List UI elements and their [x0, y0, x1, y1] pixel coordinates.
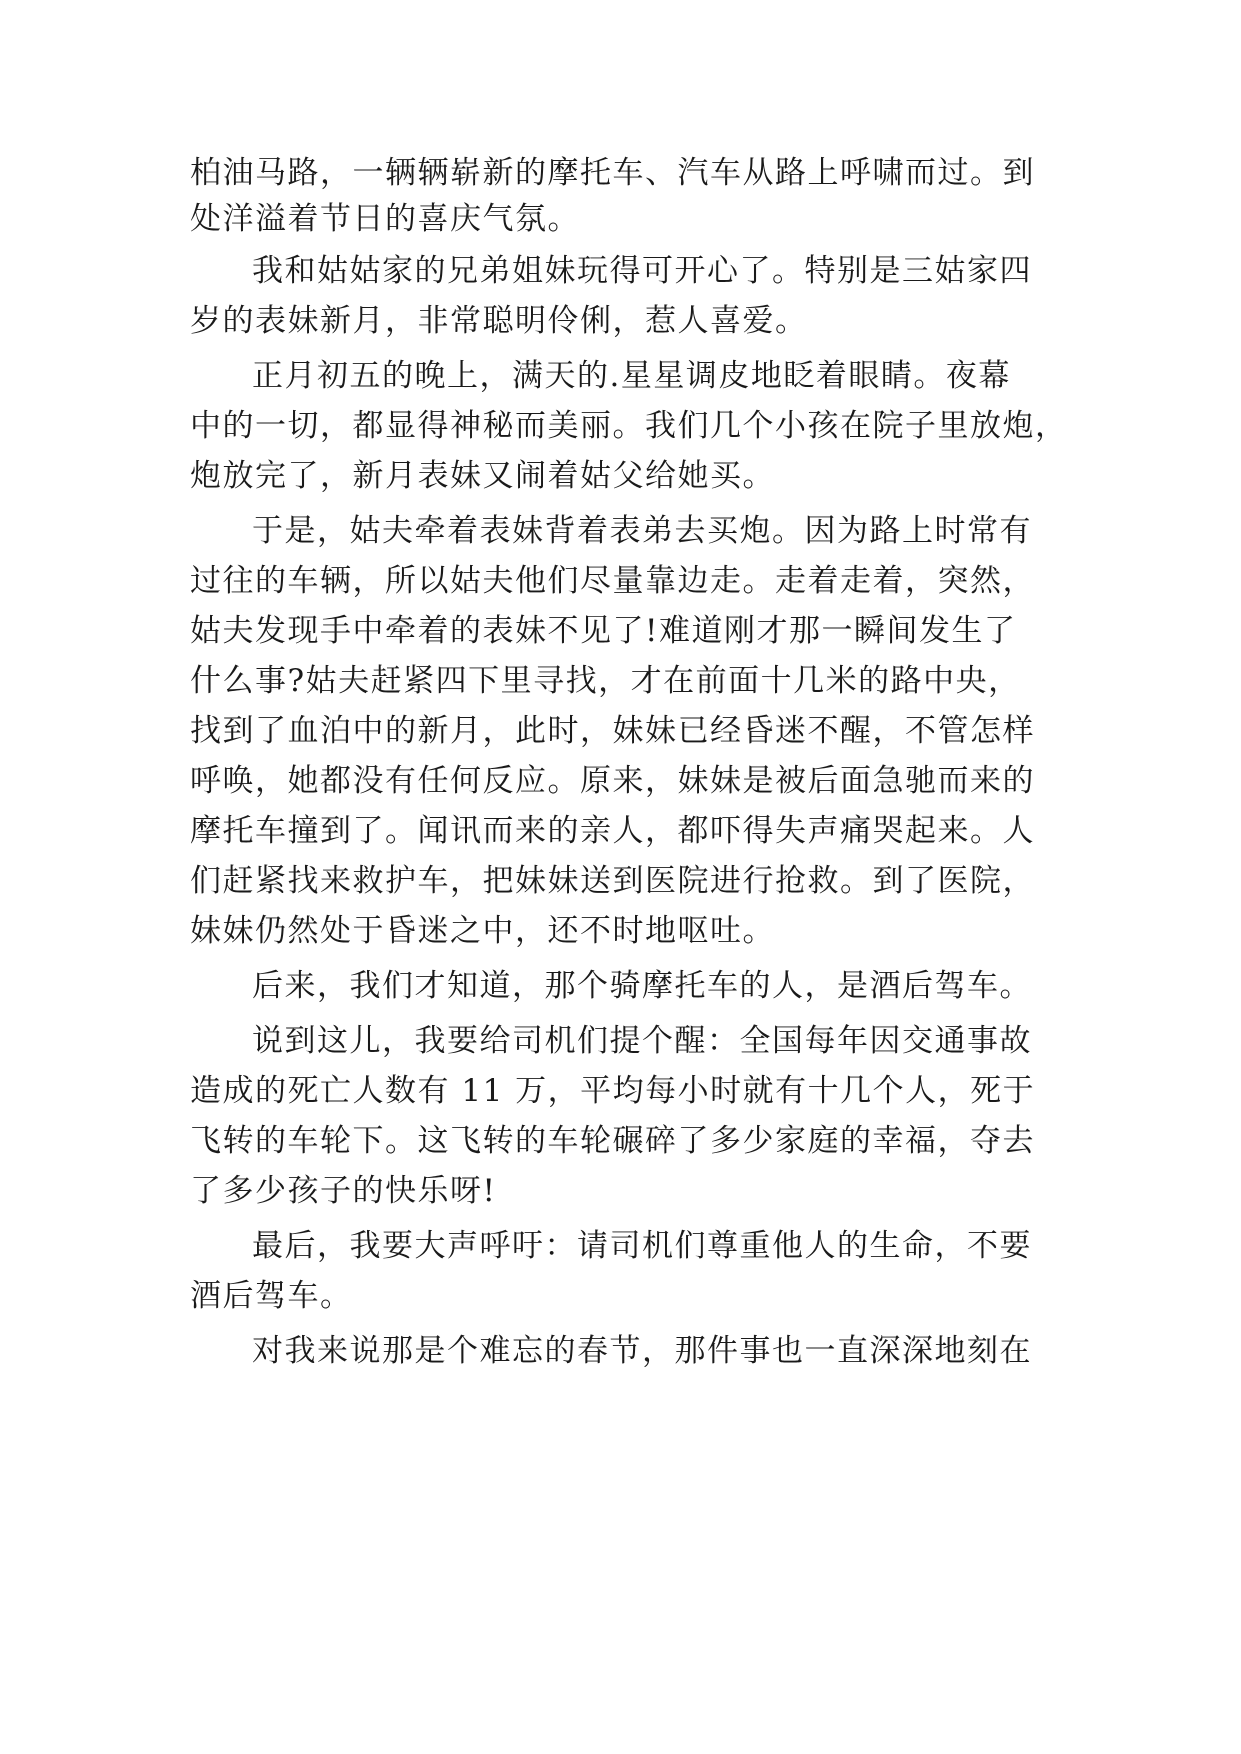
text-line: 妹妹仍然处于昏迷之中，还不时地呕吐。: [190, 913, 775, 949]
text-line: 姑夫发现手中牵着的表妹不见了!难道刚才那一瞬间发生了: [190, 613, 1017, 649]
text-line: 酒后驾车。: [190, 1278, 353, 1314]
text-line: 岁的表妹新月，非常聪明伶俐，惹人喜爱。: [190, 303, 808, 339]
paragraph-first-line: 对我来说那是个难忘的春节，那件事也一直深深地刻在: [252, 1333, 1032, 1369]
paragraph-first-line: 说到这儿，我要给司机们提个醒：全国每年因交通事故: [252, 1023, 1032, 1059]
text-line: 飞转的车轮下。这飞转的车轮碾碎了多少家庭的幸福，夺去: [190, 1123, 1035, 1159]
paragraph-first-line: 后来，我们才知道，那个骑摩托车的人，是酒后驾车。: [252, 968, 1032, 1004]
text-line: 炮放完了，新月表妹又闹着姑父给她买。: [190, 458, 775, 494]
text-line: 柏油马路，一辆辆崭新的摩托车、汽车从路上呼啸而过。到: [190, 155, 1035, 191]
paragraph-first-line: 于是，姑夫牵着表妹背着表弟去买炮。因为路上时常有: [252, 513, 1032, 549]
paragraph-first-line: 正月初五的晚上，满天的.星星调皮地眨着眼睛。夜幕: [252, 358, 1011, 394]
text-line: 中的一切，都显得神秘而美丽。我们几个小孩在院子里放炮，: [190, 408, 1068, 444]
paragraph-first-line: 最后，我要大声呼吁：请司机们尊重他人的生命，不要: [252, 1228, 1032, 1264]
text-line: 摩托车撞到了。闻讯而来的亲人，都吓得失声痛哭起来。人: [190, 813, 1035, 849]
paragraph-first-line: 我和姑姑家的兄弟姐妹玩得可开心了。特别是三姑家四: [252, 253, 1032, 289]
text-line: 呼唤，她都没有任何反应。原来，妹妹是被后面急驰而来的: [190, 763, 1035, 799]
text-line: 了多少孩子的快乐呀!: [190, 1173, 497, 1209]
text-line: 造成的死亡人数有 11 万，平均每小时就有十几个人，死于: [190, 1073, 1036, 1109]
text-line: 什么事?姑夫赶紧四下里寻找，才在前面十几米的路中央，: [190, 663, 1021, 699]
text-line: 处洋溢着节日的喜庆气氛。: [190, 201, 580, 237]
text-line: 过往的车辆，所以姑夫他们尽量靠边走。走着走着，突然，: [190, 563, 1035, 599]
text-line: 们赶紧找来救护车，把妹妹送到医院进行抢救。到了医院，: [190, 863, 1035, 899]
text-line: 找到了血泊中的新月，此时，妹妹已经昏迷不醒，不管怎样: [190, 713, 1035, 749]
